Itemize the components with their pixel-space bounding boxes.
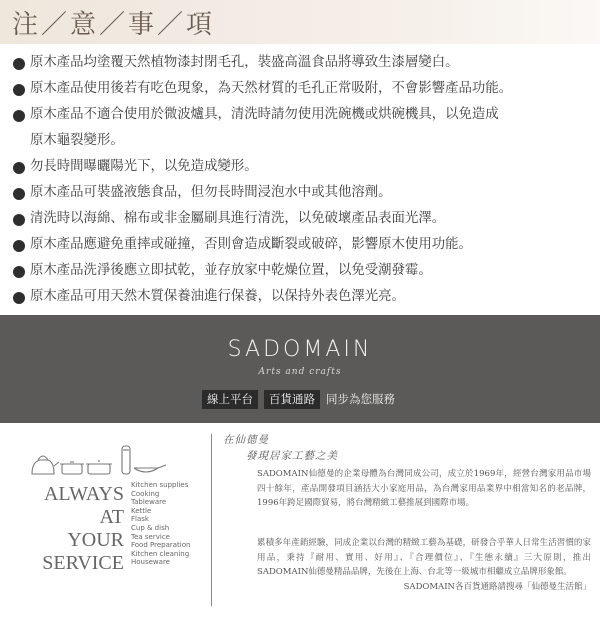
channel-online-chip: 線上平台 — [202, 390, 258, 409]
channel-note: 同步為您服務 — [326, 392, 395, 406]
always-at-your-service — [28, 483, 124, 575]
bullet-icon — [13, 162, 25, 174]
note-text: 清洗時以海綿、棉布或非金屬刷具進行清洗，以免破壞產品表面光澤。 — [30, 211, 446, 226]
category-item: Cooking — [131, 489, 160, 498]
note-item — [13, 154, 593, 180]
story-subtitle: 發現居家工藝之美 — [246, 450, 338, 462]
note-text: 原木產品使用後若有吃色現象，為天然材質的毛孔正常吸附，不會影響產品功能。 — [30, 81, 513, 96]
bullet-icon — [13, 240, 25, 252]
brand-band — [0, 315, 600, 423]
pot-icon — [60, 462, 84, 474]
notes-list — [13, 50, 593, 310]
category-item: Cup & dish — [131, 523, 170, 532]
category-item: Kitchen cleaning — [131, 549, 190, 558]
vertical-divider — [211, 434, 212, 606]
note-text: 原木產品洗淨後應立即拭乾，並存放家中乾燥位置，以免受潮發霉。 — [30, 263, 432, 278]
story-paragraph-2-text: 累積多年產銷經驗，同成企業以台灣的精緻工藝為基礎，研發合乎華人日常生活習慣的家用品，秉持『耐用、實用、好用』、『合理價位』、『生態永續』三大原則，推出SADOMAIN仙德曼精品品牌，先後在上海、台北等一級城市相繼成立品牌形象館。 — [257, 538, 591, 578]
bullet-icon — [13, 292, 25, 304]
note-item — [13, 50, 593, 76]
channel-row — [202, 389, 395, 409]
pan-icon — [134, 465, 166, 472]
bullet-icon — [13, 58, 25, 70]
bullet-icon — [13, 84, 25, 96]
bullet-icon — [13, 110, 25, 122]
category-item: Tea service — [131, 532, 170, 541]
notice-title: 注／意／事／項 — [12, 10, 216, 40]
note-text: 原木產品均塗覆天然植物漆封閉毛孔，裝盛高溫食品將導致生漆層變白。 — [30, 55, 459, 70]
note-text: 勿長時間曝曬陽光下，以免造成變形。 — [30, 159, 258, 174]
category-item: Houseware — [131, 558, 170, 567]
note-text: 原木產品可用天然木質保養油進行保養，以保持外表色澤光亮。 — [30, 289, 405, 304]
category-item: Tableware — [131, 498, 167, 507]
kettle-icon — [32, 456, 59, 474]
category-item: Flask — [131, 515, 149, 524]
cookware-illustration — [28, 440, 168, 480]
bullet-icon — [13, 266, 25, 278]
service-line-1: ALWAYS AT — [43, 483, 124, 528]
category-list — [131, 481, 190, 567]
category-item: Kettle — [131, 506, 152, 515]
note-item — [13, 284, 593, 310]
brand-tagline: Arts and crafts — [258, 367, 342, 377]
note-item — [13, 180, 593, 206]
brand-logo: SADOMAIN — [227, 337, 373, 362]
note-text: 原木產品應避免重摔或碰撞，否則會造成斷裂或破碎，影響原木使用功能。 — [30, 237, 472, 252]
category-item: Food Preparation — [131, 541, 191, 550]
category-item: Kitchen supplies — [131, 481, 189, 489]
service-line-2: YOUR — [67, 529, 124, 551]
channel-store-chip: 百貨通路 — [264, 390, 320, 409]
story-paragraph-2 — [257, 536, 591, 594]
saucepan-icon — [86, 461, 112, 474]
bullet-icon — [13, 188, 25, 200]
notice-header — [0, 0, 600, 44]
story-signature: SADOMAIN各百貨通路請搜尋「仙德曼生活館」 — [403, 581, 591, 592]
note-text: 原木產品不適合使用於微波爐具，清洗時請勿使用洗碗機或烘碗機具，以免造成 — [30, 107, 499, 122]
bullet-icon — [13, 214, 25, 226]
flask-icon — [122, 446, 130, 474]
service-line-3: SERVICE — [42, 552, 124, 574]
note-item — [13, 232, 593, 258]
note-item — [13, 206, 593, 232]
note-item — [13, 76, 593, 102]
note-text-continued: 原木龜裂變形。 — [30, 133, 124, 148]
story-title: 在仙德曼 — [223, 434, 269, 446]
note-text: 原木產品可裝盛液態食品，但勿長時間浸泡水中或其他溶劑。 — [30, 185, 392, 200]
note-item — [13, 258, 593, 284]
note-item — [13, 102, 593, 154]
story-paragraph-1: SADOMAIN仙德曼的企業母體為台灣同成公司，成立於1969年，經營台灣家用品市場四十餘年，產品開發項目涵括大小家庭用品，為台灣家用品業界中相當知名的老品牌，1996年跨足國際貿易，將台灣精緻工藝推展到國際市場。 — [257, 469, 591, 509]
